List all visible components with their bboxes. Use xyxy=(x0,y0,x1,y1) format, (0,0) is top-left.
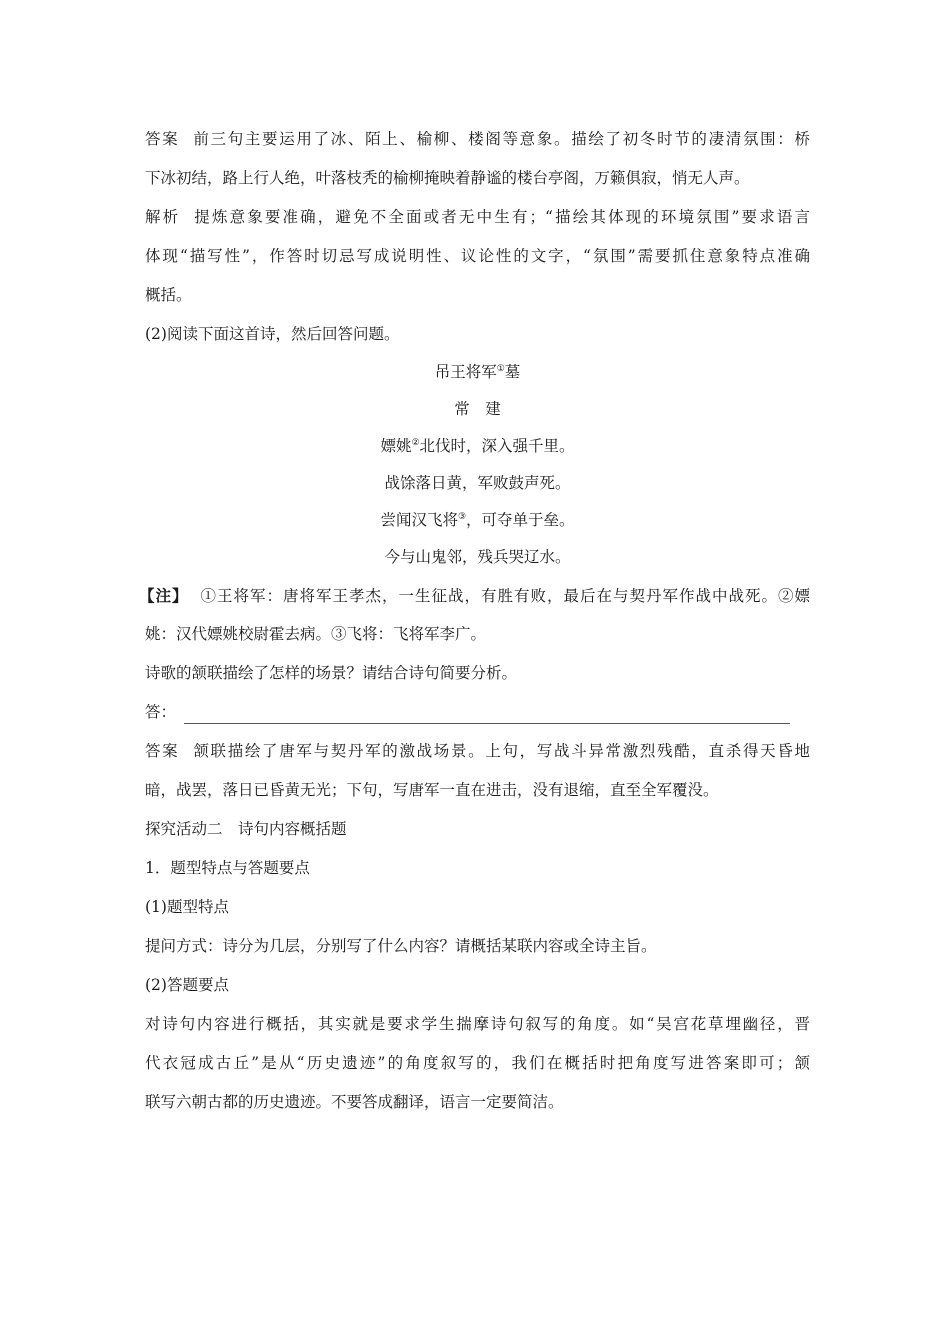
poem-text: ，可夺单于垒。 xyxy=(466,511,575,529)
poem-title xyxy=(145,354,810,391)
body-paragraph-line: 代衣冠成古丘”是从“历史遗迹”的角度叙写的，我们在概括时把角度写进答案即可；颔 xyxy=(145,1054,810,1072)
answer-label: 答案 xyxy=(145,130,180,148)
document-page xyxy=(139,120,810,1122)
poem-line: 战馀落日黄，军败鼓声死。 xyxy=(384,474,571,492)
answer-paragraph-line: 暗，战罢，落日已昏黄无光；下句，写唐军一直在进击，没有退缩，直至全军覆没。 xyxy=(145,781,719,799)
answer-text: 颔联描绘了唐军与契丹军的激战场景。上句，写战斗异常激烈残酷，直杀得天昏地 xyxy=(193,742,810,760)
body-paragraph-line: 联写六朝古都的历史遗迹。不要答成翻译，语言一定要简洁。 xyxy=(145,1093,564,1111)
body-paragraph-line: 对诗句内容进行概括，其实就是要求学生揣摩诗句叙写的角度。如“吴宫花草埋幽径，晋 xyxy=(145,1015,810,1033)
poem-author: 常 建 xyxy=(454,400,501,418)
question-text: 诗歌的颔联描绘了怎样的场景？请结合诗句简要分析。 xyxy=(145,664,518,682)
analysis-text: 提炼意象要准确，避免不全面或者无中生有；“描绘其体现的环境氛围”要求语言 xyxy=(194,208,810,226)
note-line xyxy=(139,576,810,615)
analysis-paragraph-line xyxy=(145,198,810,237)
poem-line xyxy=(145,502,810,539)
answer-paragraph-line: 下冰初结，路上行人绝，叶落枝秃的榆柳掩映着静谧的楼台亭阁，万籁俱寂，悄无人声。 xyxy=(145,169,750,187)
answer-blank-row xyxy=(145,693,810,732)
answer-paragraph-line xyxy=(145,732,810,771)
subsection-text: 提问方式：诗分为几层，分别写了什么内容？请概括某联内容或全诗主旨。 xyxy=(145,937,657,955)
note-mark: 【注】 xyxy=(139,586,189,605)
answer-label: 答案 xyxy=(145,742,180,760)
analysis-paragraph-line: 体现“描写性”，作答时切忌写成说明性、议论性的文字，“氛围”需要抓住意象特点准确 xyxy=(145,247,810,265)
poem-text: 嫖姚 xyxy=(380,437,412,455)
question-intro: (2)阅读下面这首诗，然后回答问题。 xyxy=(145,325,400,343)
poem-line xyxy=(145,428,810,465)
poem-line: 今与山鬼邻，残兵哭辽水。 xyxy=(384,548,571,566)
activity-title: 探究活动二 诗句内容概括题 xyxy=(145,820,347,838)
footnote-ref: ① xyxy=(496,363,505,374)
footnote-ref: ③ xyxy=(457,511,467,522)
footnote-ref: ② xyxy=(411,437,420,448)
analysis-paragraph-line: 概括。 xyxy=(145,286,192,304)
section-heading: 1．题型特点与答题要点 xyxy=(145,859,310,877)
poem-text: 尝闻汉飞将 xyxy=(380,511,458,529)
answer-text: 前三句主要运用了冰、陌上、榆柳、楼阁等意象。描绘了初冬时节的凄清氛围：桥 xyxy=(193,130,810,148)
answer-blank-line xyxy=(184,701,790,724)
note-line: 姚：汉代嫖姚校尉霍去病。③飞将：飞将军李广。 xyxy=(145,625,487,643)
note-text: ①王将军：唐将军王孝杰，一生征战，有胜有败，最后在与契丹军作战中战死。②嫖 xyxy=(200,587,810,605)
poem-title-text: 墓 xyxy=(504,363,521,381)
subsection-heading: (2)答题要点 xyxy=(145,976,229,994)
answer-prompt: 答： xyxy=(145,703,177,721)
poem-text: 北伐时，深入强千里。 xyxy=(419,437,575,455)
poem-title-text: 吊王将军 xyxy=(434,363,497,381)
analysis-label: 解析 xyxy=(145,208,181,226)
subsection-heading: (1)题型特点 xyxy=(145,898,229,916)
answer-paragraph-line xyxy=(145,120,810,159)
